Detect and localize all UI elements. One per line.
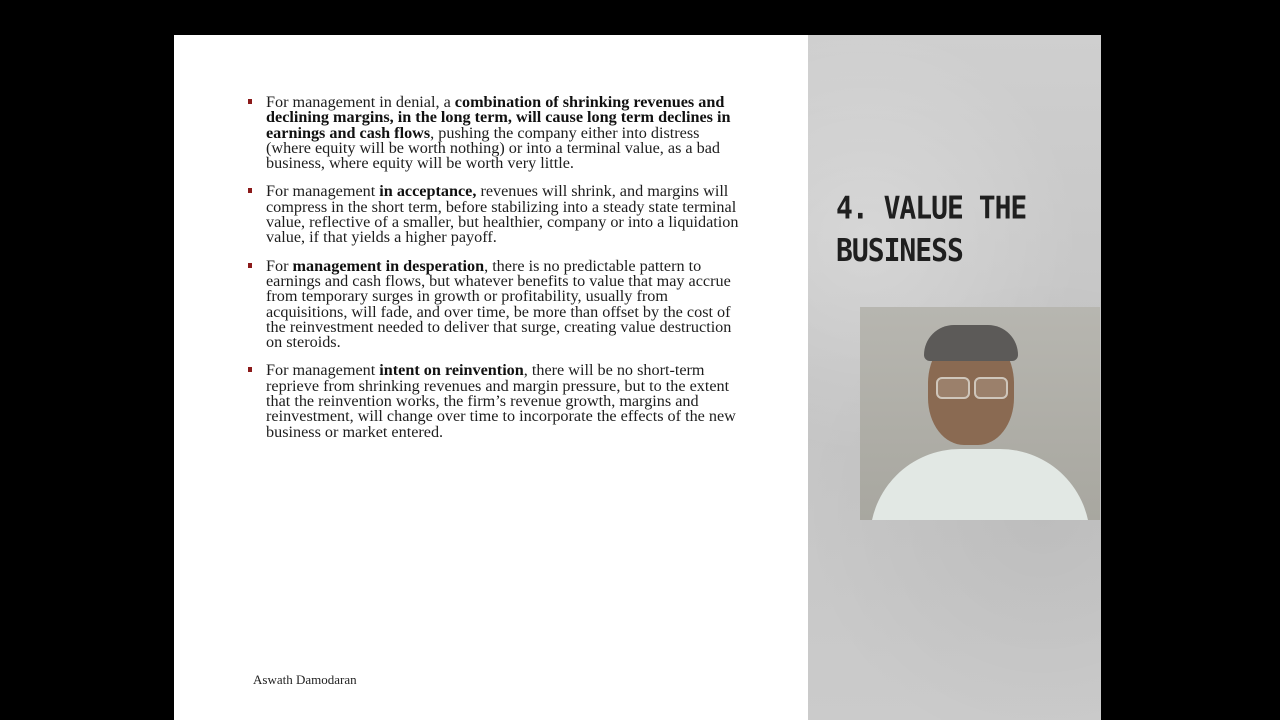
section-title-line-1: 4. VALUE THE	[836, 189, 1027, 227]
bullet-item	[246, 363, 746, 439]
presenter-shirt	[870, 449, 1090, 520]
bullet-item	[246, 95, 746, 171]
bullet-text: For	[266, 256, 293, 275]
square-bullet-icon	[248, 188, 252, 193]
bullet-text: For management in denial, a	[266, 93, 455, 111]
bullet-item	[246, 256, 746, 352]
square-bullet-icon	[248, 367, 252, 372]
bullet-emphasis: management in desperation	[292, 256, 485, 275]
section-title	[836, 187, 1076, 272]
title-sidebar	[808, 35, 1101, 720]
bullet-text: , pushing the company either into distress (where equity will be worth nothing) or into a terminal value, as a bad business, where equity will be worth very little.	[266, 123, 721, 173]
bullet-emphasis: combination of shrinking revenues and declining margins, in the long term, will cause long term declines in earnings and cash flows	[266, 93, 731, 142]
slide-content	[174, 35, 808, 720]
square-bullet-icon	[248, 263, 252, 268]
slide	[174, 35, 1101, 720]
bullet-emphasis: in acceptance,	[379, 182, 477, 201]
bullet-text: revenues will shrink, and margins will compress in the short term, before stabilizing into a steady state terminal value, reflective of a smaller, but healthier, company or into a liquidation value, if that yields a higher payoff.	[266, 182, 739, 247]
glasses-right-lens	[974, 377, 1008, 399]
presenter-video	[860, 307, 1100, 520]
glasses-left-lens	[936, 377, 970, 399]
bullet-text: , there is no predictable pattern to earnings and cash flows, but whatever benefits to value that may accrue from temporary surges in growth or profitability, usually from acquisitions, will fade, and over time, be more than offset by the cost of the reinvestment needed to deliver that surge, creating value destruction on steroids.	[266, 256, 732, 352]
presenter-hair	[924, 325, 1018, 361]
bullet-text: For management	[266, 182, 380, 201]
bullet-list	[246, 95, 746, 453]
bullet-text: , there will be no short-term reprieve from shrinking revenues and margin pressure, but to the extent that the reinvention works, the firm’s revenue growth, margins and reinvestment, will change over time to incorporate the effects of the new business or market entered.	[266, 361, 736, 441]
bullet-text: For management	[266, 361, 380, 380]
section-title-line-2: BUSINESS	[836, 231, 963, 269]
slide-footer-author: Aswath Damodaran	[253, 672, 357, 687]
bullet-emphasis: intent on reinvention	[379, 361, 524, 380]
bullet-item	[246, 184, 746, 245]
square-bullet-icon	[248, 99, 252, 104]
